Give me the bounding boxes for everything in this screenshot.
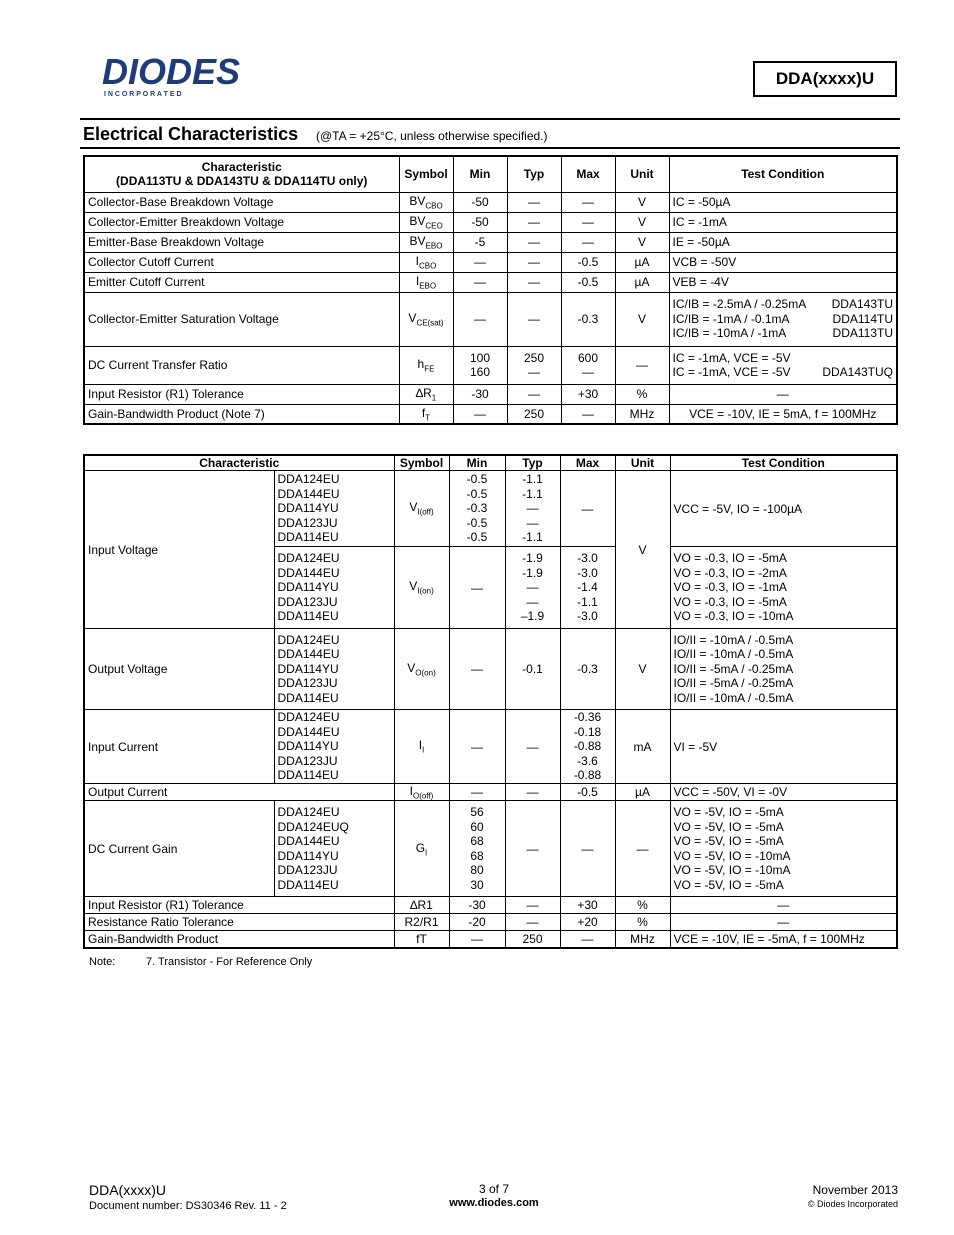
table-row: Collector-Base Breakdown Voltage $BV_{CBO}$ -50 — — V IC = -50µA [84, 192, 897, 212]
footer-part: DDA(xxxx)U [89, 1182, 166, 1198]
table-header-row [84, 156, 897, 192]
logo-wordmark: DIODES [102, 52, 241, 92]
electrical-characteristics-table-2 [83, 454, 898, 949]
section-title: Electrical Characteristics [83, 124, 299, 144]
header-characteristic: Characteristic (DDA113TU & DDA143TU & DDA114TU only) [84, 156, 399, 192]
header-typ: Typ [507, 156, 561, 192]
header-divider [80, 118, 900, 120]
table-row: Input Resistor (R1) Tolerance $\Delta R_1$ -30 — +30 % — [84, 384, 897, 404]
table-row: Emitter Cutoff Current $I_{EBO}$ — — -0.5 µA VEB = -4V [84, 272, 897, 292]
header-symbol: Symbol [399, 156, 453, 192]
table-row: DDA124EU DDA144EU DDA114YU DDA123JU DDA114EU $V_{I(on)}$ — -1.9 -1.9 — — –1.9 -3.0 -3.0 -1.4 -1.1 -3.0 VO = -0.3, IO = -5mA VO = -0.3, IO = -2mA VO = -0.3, IO = -1mA VO = -0.3, IO = -5mA VO = -0.3, IO = -10mA [84, 547, 897, 629]
note-label: Note: [89, 956, 116, 968]
table-row: DC Current Transfer Ratio $h_{FE}$ 100 160 250 — 600 — — IC = -1mA, VCE = -5V IC = -1mA, VCE = -5V DDA143TUQ [84, 346, 897, 384]
footer-page: 3 of 7 [478, 1182, 510, 1196]
section-divider [80, 147, 900, 149]
table-row: Input Voltage DDA124EU DDA144EU DDA114YU DDA123JU DDA114EU $V_{I(off)}$ -0.5 -0.5 -0.3 -0.5 -0.5 -1.1 -1.1 — — -1.1 — V VCC = -5V, IO = -100µA [84, 471, 897, 547]
table-row: Output Current $I_{O(off)}$ — — -0.5 µA VCC = -50V, VI = -0V [84, 784, 897, 801]
header-max: Max [561, 156, 615, 192]
table-row: Resistance Ratio Tolerance R2/R1 -20 — +20 % — [84, 914, 897, 931]
section-condition: (@TA = +25°C, unless otherwise specified.) [316, 129, 548, 143]
note-text: 7. Transistor - For Reference Only [146, 956, 313, 968]
header-min: Min [453, 156, 507, 192]
footer-url[interactable]: www.diodes.com [449, 1197, 539, 1209]
table-row: Gain-Bandwidth Product (Note 7) $f_T$ — 250 — MHz VCE = -10V, IE = 5mA, f = 100MHz [84, 404, 897, 424]
logo-subtext: I N C O R P O R A T E D [104, 91, 182, 98]
part-number-box: DDA(xxxx)U [753, 61, 897, 97]
table-header-row: Characteristic Symbol Min Typ Max Unit Test Condition [84, 455, 897, 471]
table-row: Collector-Emitter Saturation Voltage $V_{CE(sat)}$ — — -0.3 V IC/IB = -2.5mA / -0.25mA DDA143TU IC/IB = -1mA / -0.1mA DDA114TU IC/IB = -10mA / -1mA DDA113TU [84, 292, 897, 346]
footer-doc-number: Document number: DS30346 Rev. 11 - 2 [89, 1200, 287, 1212]
header-unit: Unit [615, 156, 669, 192]
table-row: Input Resistor (R1) Tolerance ∆R1 -30 — +30 % — [84, 897, 897, 914]
table-row: DC Current Gain DDA124EU DDA124EUQ DDA144EU DDA114YU DDA123JU DDA114EU $G_I$ 56 60 68 68 80 30 — — — VO = -5V, IO = -5mA VO = -5V, IO = -5mA VO = -5V, IO = -5mA VO = -5V, IO = -10mA VO = -5V, IO = -10mA VO = -5V, IO = -5mA [84, 801, 897, 897]
header-test-condition: Test Condition [669, 156, 897, 192]
table-row: Collector-Emitter Breakdown Voltage $BV_{CEO}$ -50 — — V IC = -1mA [84, 212, 897, 232]
footer-copyright: © Diodes Incorporated [807, 1199, 898, 1209]
diodes-logo [102, 52, 272, 100]
electrical-characteristics-table-1 [83, 155, 898, 425]
table-row: Gain-Bandwidth Product fT — 250 — MHz VCE = -10V, IE = -5mA, f = 100MHz [84, 931, 897, 948]
table-row: Input Current DDA124EU DDA144EU DDA114YU DDA123JU DDA114EU $I_I$ — — -0.36 -0.18 -0.88 -3.6 -0.88 mA VI = -5V [84, 710, 897, 784]
table-row: Emitter-Base Breakdown Voltage $BV_{EBO}$ -5 — — V IE = -50µA [84, 232, 897, 252]
footer-date: November 2013 [812, 1183, 898, 1197]
table-row: Collector Cutoff Current $I_{CBO}$ — — -0.5 µA VCB = -50V [84, 252, 897, 272]
table-row: Output Voltage DDA124EU DDA144EU DDA114YU DDA123JU DDA114EU $V_{O(on)}$ — -0.1 -0.3 V IO/II = -10mA / -0.5mA IO/II = -10mA / -0.5mA IO/II = -5mA / -0.25mA IO/II = -5mA / -0.25mA IO/II = -10mA / -0.5mA [84, 629, 897, 710]
